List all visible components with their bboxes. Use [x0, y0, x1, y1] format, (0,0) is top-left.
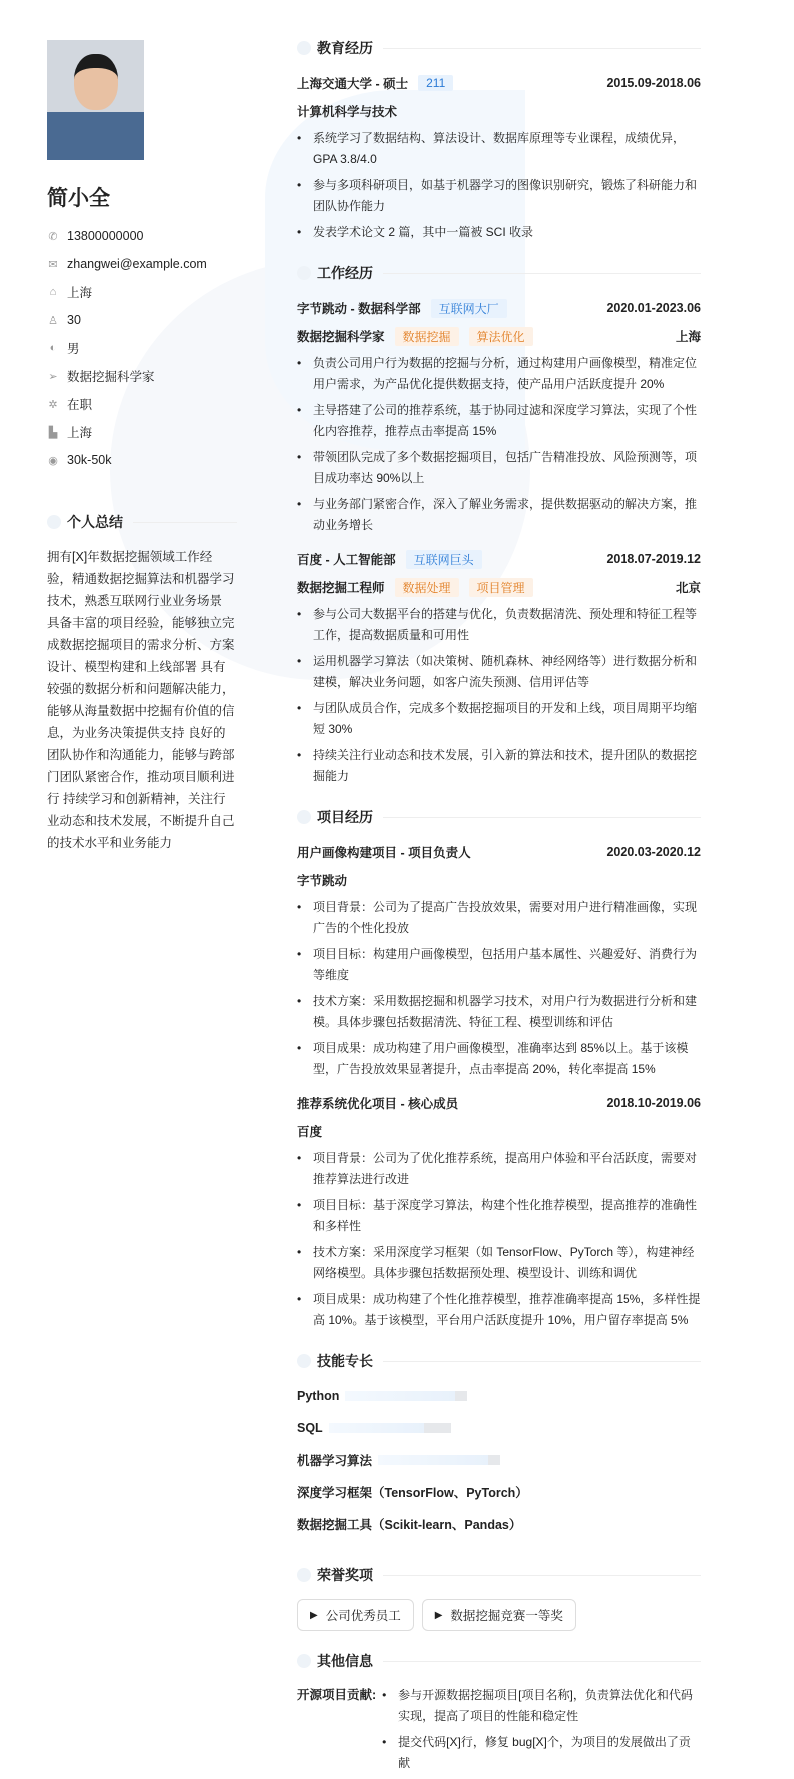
company-tag: 互联网大厂 — [431, 299, 507, 318]
job-city: 北京 — [675, 581, 701, 595]
info-item — [47, 222, 247, 250]
company: 字节跳动 - 数据科学部 — [297, 302, 421, 316]
other-section — [297, 1651, 701, 1779]
role: 数据挖掘科学家 — [297, 330, 385, 344]
role-tag: 算法优化 — [469, 327, 533, 346]
info-item — [47, 306, 247, 334]
awards-section — [297, 1565, 701, 1631]
status-icon: ✲ — [48, 398, 58, 411]
section-title: 荣誉奖项 — [317, 1567, 373, 1583]
profile-sidebar — [47, 40, 247, 474]
bullet-item: • 项目目标：构建用户画像模型，包括用户基本属性、兴趣爱好、消费行为等维度 — [297, 944, 701, 986]
skill-bar — [329, 1423, 451, 1433]
role-tag: 数据挖掘 — [395, 327, 459, 346]
bullet-item: • 项目目标：基于深度学习算法，构建个性化推荐模型，提高推荐的准确性和多样性 — [297, 1195, 701, 1237]
bullet-item: • 与业务部门紧密合作，深入了解业务需求，提供数据驱动的解决方案，推动业务增长 — [297, 494, 701, 536]
skill-name: 机器学习算法 — [297, 1454, 373, 1468]
info-text: 上海 — [67, 426, 93, 440]
section-dot-icon — [297, 1568, 311, 1582]
bullet-item: • 负责公司用户行为数据的挖掘与分析，通过构建用户画像模型，精准定位用户需求，为产品优化提供数据支持，使产品用户活跃度提升 20% — [297, 353, 701, 395]
work-section — [297, 263, 701, 787]
award-name: 公司优秀员工 — [325, 1609, 401, 1623]
summary-section — [47, 512, 237, 854]
section-title: 其他信息 — [317, 1653, 373, 1669]
section-title: 技能专长 — [317, 1353, 373, 1369]
skill-item — [297, 1513, 701, 1535]
send-icon: ➢ — [48, 370, 58, 383]
skill-item — [297, 1417, 505, 1439]
section-dot-icon — [297, 1654, 311, 1668]
section-title: 教育经历 — [317, 40, 373, 56]
project-org: 百度 — [297, 1125, 323, 1139]
info-item — [47, 250, 247, 278]
section-dot-icon — [297, 41, 311, 55]
bullet-item: • 系统学习了数据结构、算法设计、数据库原理等专业课程，成绩优异，GPA 3.8/4.0 — [297, 128, 701, 170]
play-icon: ▶ — [434, 1609, 443, 1621]
info-text: 30 — [67, 313, 81, 327]
building-icon: ▙ — [48, 426, 58, 439]
skill-name: 深度学习框架（TensorFlow、PyTorch） — [297, 1486, 528, 1500]
bullet-item: • 项目背景：公司为了提高广告投放效果，需要对用户进行精准画像，实现广告的个性化投放 — [297, 897, 701, 939]
info-item — [47, 362, 247, 390]
major: 计算机科学与技术 — [297, 105, 398, 119]
section-dot-icon — [297, 266, 311, 280]
job-entry — [297, 297, 701, 536]
bullet-item: • 运用机器学习算法（如决策树、随机森林、神经网络等）进行数据分析和建模，解决业务问题，如客户流失预测、信用评估等 — [297, 651, 701, 693]
edu-date: 2015.09-2018.06 — [606, 76, 701, 90]
bullet-item: • 与团队成员合作，完成多个数据挖掘项目的开发和上线，项目周期平均缩短 30% — [297, 698, 701, 740]
info-item — [47, 418, 247, 446]
bullet-item: • 项目成果：成功构建了个性化推荐模型，推荐准确率提高 15%，多样性提高 10%。基于该模型，平台用户活跃度提升 10%，用户留存率提高 5% — [297, 1289, 701, 1331]
job-date: 2020.01-2023.06 — [606, 301, 701, 315]
section-dot-icon — [47, 515, 61, 529]
cake-icon: ♙ — [48, 314, 58, 327]
info-item — [47, 446, 247, 474]
skill-bar — [345, 1391, 467, 1401]
phone-icon: ✆ — [48, 230, 58, 243]
info-text: zhangwei@example.com — [67, 257, 207, 271]
school: 上海交通大学 - 硕士 — [297, 77, 409, 91]
info-item — [47, 334, 247, 362]
contact-info — [47, 222, 247, 474]
bullet-item: • 技术方案：采用深度学习框架（如 TensorFlow、PyTorch 等），构建神经网络模型。具体步骤包括数据预处理、模型设计、训练和调优 — [297, 1242, 701, 1284]
bullet-item: • 项目成果：成功构建了用户画像模型，准确率达到 85%以上。基于该模型，广告投放效果显著提升，点击率提高 20%，转化率提高 15% — [297, 1038, 701, 1080]
info-text: 上海 — [67, 286, 93, 300]
award-badge — [422, 1599, 576, 1631]
project-entry — [297, 1092, 701, 1331]
summary-text: 拥有[X]年数据挖掘领域工作经验，精通数据挖掘算法和机器学习技术，熟悉互联网行业业务场景 具备丰富的项目经验，能够独立完成数据挖掘项目的需求分析、方案设计、模型构建和上线部署 具有较强的数据分析和问题解决能力，能够从海量数据中挖掘有价值的信息，为业务决策提供支持 良好的团队协作和沟通能力，能够与跨部门团队紧密合作，推动项目顺利进行 持续学习和创新精神，关注行业动态和技术发展，不断提升自己的技术水平和业务能力 — [47, 550, 235, 850]
role: 数据挖掘工程师 — [297, 581, 385, 595]
skill-item — [297, 1449, 505, 1471]
project-date: 2020.03-2020.12 — [606, 845, 701, 859]
bullet-item: • 项目背景：公司为了优化推荐系统，提高用户体验和平台活跃度，需要对推荐算法进行改进 — [297, 1148, 701, 1190]
info-item — [47, 390, 247, 418]
project-entry — [297, 841, 701, 1080]
award-badge — [297, 1599, 414, 1631]
project-name: 推荐系统优化项目 - 核心成员 — [297, 1097, 459, 1111]
skill-item — [297, 1481, 528, 1503]
bullet-item: • 参与公司大数据平台的搭建与优化，负责数据清洗、预处理和特征工程等工作，提高数据质量和可用性 — [297, 604, 701, 646]
bullet-item: • 主导搭建了公司的推荐系统，基于协同过滤和深度学习算法，实现了个性化内容推荐，推荐点击率提高 15% — [297, 400, 701, 442]
education-section — [297, 38, 701, 243]
section-dot-icon — [297, 810, 311, 824]
company-tag: 互联网巨头 — [406, 550, 482, 569]
main-content — [297, 38, 701, 1779]
school-tag: 211 — [418, 75, 453, 91]
info-text: 数据挖掘科学家 — [67, 370, 155, 384]
bullet-item: • 持续关注行业动态和技术发展，引入新的算法和技术，提升团队的数据挖掘能力 — [297, 745, 701, 787]
bullet-item: • 参与开源数据挖掘项目[项目名称]，负责算法优化和代码实现，提高了项目的性能和稳定性 — [382, 1685, 701, 1727]
salary-icon: ◉ — [48, 454, 58, 467]
project-date: 2018.10-2019.06 — [606, 1096, 701, 1110]
other-label: 开源项目贡献: — [297, 1688, 377, 1702]
company: 百度 - 人工智能部 — [297, 553, 396, 567]
section-dot-icon — [297, 1354, 311, 1368]
skill-name: SQL — [297, 1421, 323, 1435]
role-tag: 项目管理 — [469, 578, 533, 597]
job-entry — [297, 548, 701, 787]
info-text: 男 — [67, 342, 80, 356]
bullet-item: • 技术方案：采用数据挖掘和机器学习技术，对用户行为数据进行分析和建模。具体步骤包括数据清洗、特征工程、模型训练和评估 — [297, 991, 701, 1033]
projects-section — [297, 807, 701, 1331]
play-icon: ▶ — [310, 1609, 318, 1621]
project-org: 字节跳动 — [297, 874, 348, 888]
bullet-item: • 发表学术论文 2 篇，其中一篇被 SCI 收录 — [297, 222, 701, 243]
skills-section — [297, 1351, 701, 1545]
info-text: 13800000000 — [67, 229, 144, 243]
info-text: 30k-50k — [67, 453, 112, 467]
bullet-item: • 提交代码[X]行，修复 bug[X]个，为项目的发展做出了贡献 — [382, 1732, 701, 1774]
home-icon: ⌂ — [49, 286, 57, 298]
skill-bar — [378, 1455, 500, 1465]
skill-item — [297, 1385, 505, 1407]
section-title: 个人总结 — [67, 514, 123, 530]
candidate-name: 简小全 — [47, 187, 110, 210]
info-item — [47, 278, 247, 306]
bullet-item: • 带领团队完成了多个数据挖掘项目，包括广告精准投放、风险预测等，项目成功率达 90%以上 — [297, 447, 701, 489]
section-title: 工作经历 — [317, 265, 373, 281]
project-name: 用户画像构建项目 - 项目负责人 — [297, 846, 471, 860]
mail-icon: ✉ — [48, 258, 58, 271]
job-city: 上海 — [675, 330, 701, 344]
info-text: 在职 — [67, 398, 93, 412]
role-tag: 数据处理 — [395, 578, 459, 597]
award-name: 数据挖掘竞赛一等奖 — [450, 1609, 563, 1623]
gender-icon: ◐ — [49, 342, 57, 354]
job-date: 2018.07-2019.12 — [606, 552, 701, 566]
bullet-item: • 参与多项科研项目，如基于机器学习的图像识别研究，锻炼了科研能力和团队协作能力 — [297, 175, 701, 217]
skill-name: Python — [297, 1389, 340, 1403]
skill-name: 数据挖掘工具（Scikit-learn、Pandas） — [297, 1518, 522, 1532]
avatar-photo — [47, 40, 144, 160]
section-title: 项目经历 — [317, 809, 373, 825]
